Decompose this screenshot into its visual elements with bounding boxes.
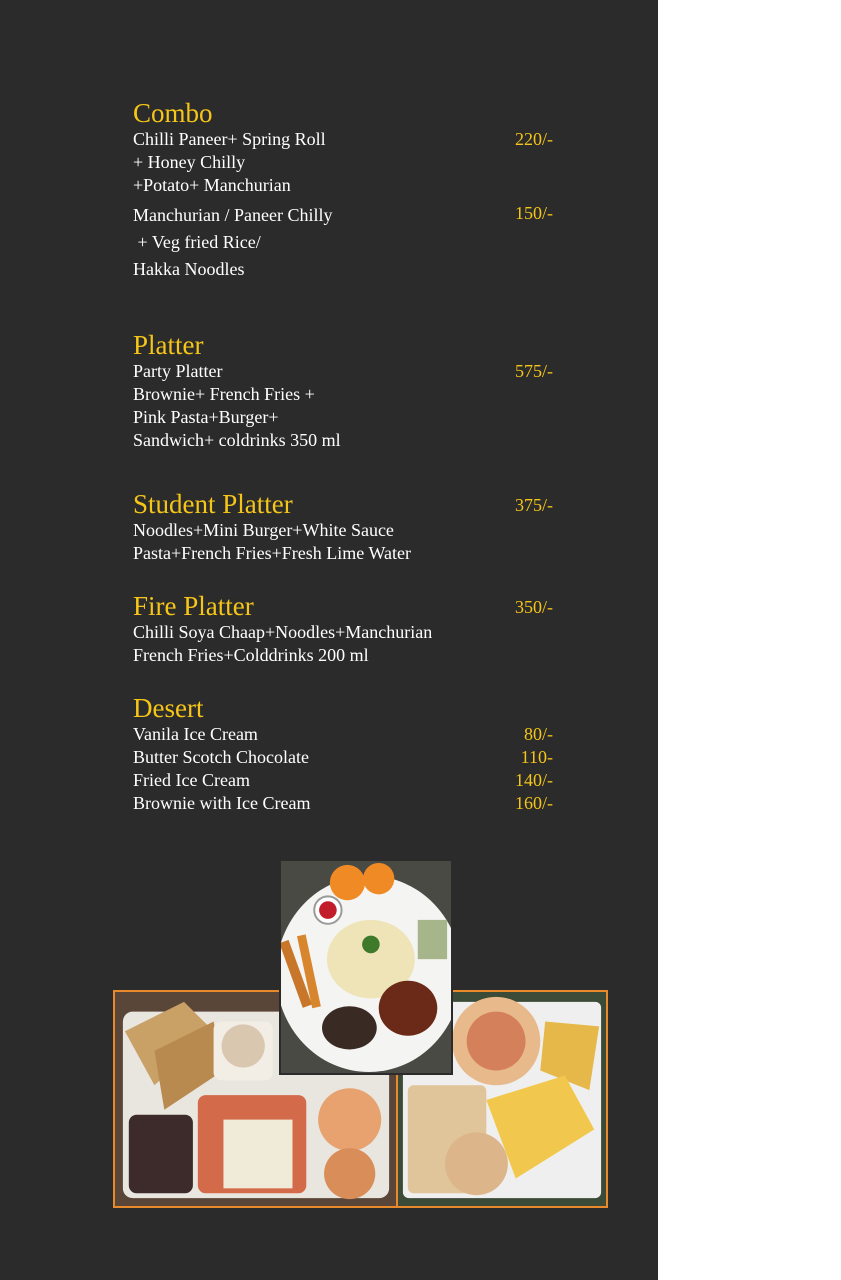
desert-item — [133, 723, 553, 746]
item-price: 575/- — [515, 361, 553, 381]
item-name: Fried Ice Cream — [133, 770, 250, 790]
desert-item — [133, 746, 553, 769]
combo-section — [133, 98, 553, 283]
student-platter-item — [133, 519, 553, 565]
platter-item — [133, 360, 553, 452]
item-line: Pasta+French Fries+Fresh Lime Water — [133, 543, 411, 563]
item-line: Party Platter — [133, 361, 223, 381]
item-price: 160/- — [515, 793, 553, 813]
item-price: 220/- — [515, 129, 553, 149]
food-photo-fried-rice — [279, 859, 453, 1075]
section-title-platter: Platter — [133, 330, 204, 360]
item-line: Noodles+Mini Burger+White Sauce — [133, 520, 394, 540]
item-line: Hakka Noodles — [133, 259, 245, 279]
section-title-desert: Desert — [133, 693, 204, 723]
fried-rice-image — [281, 861, 451, 1073]
item-line: Chilli Paneer+ Spring Roll — [133, 129, 326, 149]
desert-section — [133, 693, 553, 815]
item-price: 150/- — [515, 203, 553, 223]
item-line: Brownie+ French Fries + — [133, 384, 315, 404]
student-platter-section — [133, 489, 553, 565]
fire-platter-section — [133, 591, 553, 667]
platter-section — [133, 330, 553, 452]
item-line: Sandwich+ coldrinks 350 ml — [133, 430, 341, 450]
desert-item — [133, 769, 553, 792]
section-title-student-platter: Student Platter — [133, 489, 293, 519]
item-name: Butter Scotch Chocolate — [133, 747, 309, 767]
item-price: 350/- — [515, 597, 553, 617]
item-price: 110- — [520, 747, 553, 767]
item-line: Chilli Soya Chaap+Noodles+Manchurian — [133, 622, 433, 642]
item-name: Brownie with Ice Cream — [133, 793, 311, 813]
section-title-combo: Combo — [133, 98, 213, 128]
combo-item-1 — [133, 128, 553, 197]
item-line: Pink Pasta+Burger+ — [133, 407, 279, 427]
item-line: +Potato+ Manchurian — [133, 175, 291, 195]
item-line: + Veg fried Rice/ — [133, 232, 261, 252]
item-price: 375/- — [515, 495, 553, 515]
item-line: French Fries+Colddrinks 200 ml — [133, 645, 369, 665]
item-line: + Honey Chilly — [133, 152, 246, 172]
item-price: 80/- — [524, 724, 553, 744]
desert-item — [133, 792, 553, 815]
section-title-fire-platter: Fire Platter — [133, 591, 254, 621]
fire-platter-item — [133, 621, 553, 667]
item-line: Manchurian / Paneer Chilly — [133, 205, 333, 225]
combo-item-2 — [133, 202, 553, 283]
item-price: 140/- — [515, 770, 553, 790]
item-name: Vanila Ice Cream — [133, 724, 258, 744]
